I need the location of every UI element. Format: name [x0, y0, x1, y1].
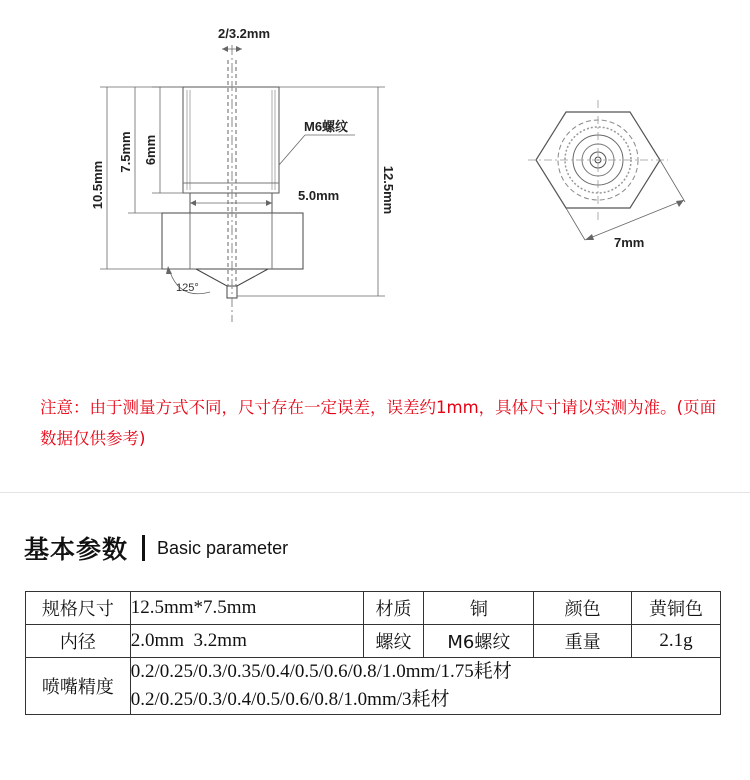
precision-values [130, 658, 720, 715]
precision-line-1: 0.2/0.25/0.3/0.35/0.4/0.5/0.6/0.8/1.0mm/1.75耗材 [130, 661, 512, 682]
bore-label: 内径 [26, 625, 131, 658]
nozzle-top-view [528, 100, 685, 240]
thread-value: M6螺纹 [424, 625, 534, 658]
table-row [26, 658, 721, 715]
table-row [26, 592, 721, 625]
precision-label: 喷嘴精度 [26, 658, 131, 715]
title-separator [142, 535, 145, 561]
table-row [26, 625, 721, 658]
dim-angle: 125° [176, 282, 199, 294]
spec-value: 12.5mm*7.5mm [130, 592, 363, 625]
dim-upper-length: 7.5mm [118, 131, 133, 173]
color-value: 黄铜色 [632, 592, 721, 625]
material-label: 材质 [363, 592, 424, 625]
weight-label: 重量 [534, 625, 632, 658]
section-divider [0, 492, 750, 493]
section-title-zh: 基本参数 [24, 535, 129, 564]
material-value: 铜 [424, 592, 534, 625]
dim-body-length: 10.5mm [90, 160, 105, 210]
dim-thread-length: 6mm [143, 134, 158, 166]
precision-line-2: 0.2/0.25/0.3/0.4/0.5/0.6/0.8/1.0mm/3耗材 [130, 689, 450, 710]
spec-label: 规格尺寸 [26, 592, 131, 625]
dim-thread-label: M6螺纹 [304, 119, 349, 134]
dim-bore: 2/3.2mm [218, 26, 271, 41]
weight-value: 2.1g [632, 625, 721, 658]
thread-label: 螺纹 [363, 625, 424, 658]
dim-hex-width: 5.0mm [298, 188, 340, 203]
section-title-en: Basic parameter [157, 537, 289, 558]
section-header [24, 530, 288, 566]
measurement-note: 注意：由于测量方式不同，尺寸存在一定误差，误差约1mm，具体尺寸请以实测为准。(页面数据仅供参考) [40, 398, 717, 448]
dim-hex-across: 7mm [614, 235, 645, 250]
dim-total-length: 12.5mm [381, 165, 396, 215]
bore-value: 2.0mm 3.2mm [130, 625, 363, 658]
nozzle-technical-drawing [0, 0, 750, 330]
parameter-table [25, 591, 721, 715]
nozzle-side-view [162, 45, 303, 322]
color-label: 颜色 [534, 592, 632, 625]
